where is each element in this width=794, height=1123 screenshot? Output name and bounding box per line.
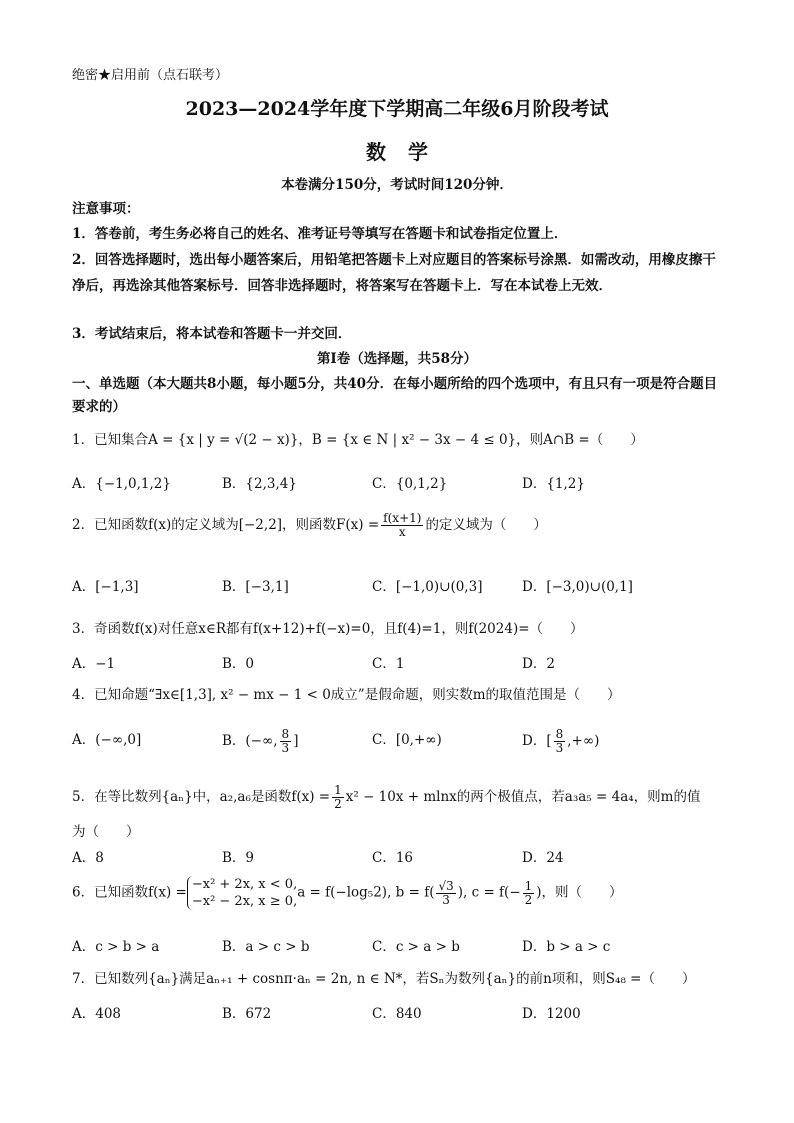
- q6-b-num: √3: [438, 878, 454, 893]
- q4-option-b: [222, 728, 372, 755]
- notice-item-2: 2．回答选择题时，选出每小题答案后，用铅笔把答题卡上对应题目的答案标号涂黑．如需改动，用橡皮擦干净后，再选涂其他答案标号．回答非选择题时，将答案写在答题卡上．写在本试卷上无效．: [72, 252, 716, 294]
- q4-option-d: [522, 728, 672, 755]
- q5-option-d: D．24: [522, 850, 564, 866]
- question-7: 7．已知数列{aₙ}满足aₙ₊₁ + cosnπ·aₙ = 2n, n ∈ N*，若Sₙ为数列{aₙ}的前n项和，则S₄₈ =（ ）: [72, 971, 696, 987]
- q1-option-b: B．{2,3,4}: [222, 476, 297, 492]
- question-1: [72, 428, 644, 448]
- q6-c-num: 1: [524, 878, 533, 893]
- notice-item-3: 3．考试结束后，将本试卷和答题卡一并交回．: [72, 326, 352, 342]
- q3-options: [72, 652, 732, 672]
- q7-option-c: C．840: [372, 1006, 422, 1022]
- q1-option-a: A．{−1,0,1,2}: [72, 476, 171, 492]
- q7-option-a: A．408: [72, 1006, 122, 1022]
- q1-suffix: ，则A∩B =（ ）: [516, 432, 644, 448]
- question-4: 4．已知命题“∃x∈[1,3], x² − mx − 1 < 0成立”是假命题，则实数m的取值范围是（ ）: [72, 687, 621, 703]
- q6-c-frac: [523, 880, 535, 907]
- q2-option-c: C．[−1,0)∪(0,3]: [372, 579, 483, 595]
- q4-option-c: C．[0,+∞): [372, 732, 442, 748]
- q2-option-a: A．[−1,3]: [72, 579, 139, 595]
- q4-b-pre: B．(−∞,: [222, 733, 278, 749]
- q6-option-c: C．c > a > b: [372, 939, 460, 955]
- question-3: 3．奇函数f(x)对任意x∈R都有f(x+12)+f(−x)=0，且f(4)=1，则f(2024)=（ ）: [72, 621, 584, 637]
- q6-case-2: −x² − 2x, x ≥ 0,: [191, 894, 298, 909]
- q2-option-b: B．[−3,1]: [222, 579, 289, 595]
- question-2: [72, 512, 547, 539]
- q5-line2: 为（ ）: [72, 824, 140, 840]
- part-title: 第Ⅰ卷（选择题，共58分）: [316, 351, 478, 367]
- q5-frac-den: 2: [334, 797, 342, 811]
- q5-option-b: B．9: [222, 850, 255, 866]
- q6-mid: a = f(−log₅2), b = f(: [297, 884, 435, 901]
- q3-option-a: A．−1: [72, 656, 116, 672]
- subject-title: 数学: [366, 140, 450, 164]
- q2-option-d: D．[−3,0)∪(0,1]: [522, 579, 633, 595]
- q4-d-post: ,+∞): [567, 733, 600, 749]
- score-info: 本卷满分150分，考试时间120分钟．: [281, 177, 513, 193]
- q1-prefix: 1．已知集合: [72, 432, 149, 448]
- q5-options: [72, 846, 732, 866]
- q4-options: [72, 728, 732, 755]
- q6-mid2: ), c = f(−: [457, 884, 521, 901]
- q7-option-d: D．1200: [522, 1006, 581, 1022]
- q2-options: [72, 575, 732, 595]
- notice-item-1: 1．答卷前，考生务必将自己的姓名、准考证号等填写在答题卡和试卷指定位置上．: [72, 226, 568, 242]
- q5-prefix: 5．在等比数列{aₙ}中，a₂,a₆是函数f(x) =: [72, 789, 331, 805]
- q5-option-a: A．8: [72, 850, 104, 866]
- q4-b-frac: [280, 728, 292, 755]
- question-6: [72, 876, 623, 910]
- q6-option-a: A．c > b > a: [72, 939, 160, 955]
- q4-b-den: 3: [281, 741, 290, 755]
- q3-option-c: C．1: [372, 656, 405, 672]
- q1-option-c: C．{0,1,2}: [372, 476, 448, 492]
- q5-frac-num: 1: [334, 783, 342, 797]
- secret-label: 绝密★启用前（点石联考）: [72, 68, 229, 83]
- q4-b-post: ]: [293, 733, 299, 749]
- q4-option-a: A．(−∞,0]: [72, 732, 142, 748]
- q2-frac-num: f(x+1): [383, 511, 422, 525]
- q4-d-frac: [554, 728, 566, 755]
- q6-b-den: 3: [442, 892, 450, 907]
- q2-suffix: 的定义域为（ ）: [425, 517, 547, 533]
- q5-option-c: C．16: [372, 850, 414, 866]
- exam-title: 2023—2024学年度下学期高二年级6月阶段考试: [185, 98, 609, 120]
- q6-options: [72, 935, 732, 955]
- q1-options: [72, 472, 732, 492]
- q1-option-d: D．{1,2}: [522, 476, 585, 492]
- q6-prefix: 6．已知函数f(x) =: [72, 884, 187, 901]
- q4-d-pre: D．[: [522, 733, 552, 749]
- q6-suffix: )，则（ ）: [536, 884, 623, 901]
- q1-set-b: ，B = {x ∈ N | x² − 3x − 4 ≤ 0}: [298, 432, 517, 448]
- q6-b-frac: [436, 880, 455, 907]
- q3-option-b: B．0: [222, 656, 255, 672]
- q7-option-b: B．672: [222, 1006, 272, 1022]
- q5-fraction: [332, 784, 344, 811]
- q7-options: [72, 1002, 732, 1022]
- q4-b-num: 8: [281, 727, 290, 741]
- q1-set-a: A = {x | y = √(2 − x)}: [148, 432, 299, 448]
- section-title: 一、单选题（本大题共8小题，每小题5分，共40分．在每小题所给的四个选项中，有且只有一项是符合题目要求的）: [72, 376, 718, 415]
- q6-c-den: 2: [524, 892, 533, 907]
- question-5: [72, 784, 700, 811]
- q2-frac-den: x: [398, 525, 406, 539]
- notice-heading: 注意事项：: [72, 201, 140, 217]
- q2-fraction: [381, 512, 423, 539]
- q6-option-d: D．b > a > c: [522, 939, 611, 955]
- q6-piecewise: [187, 876, 297, 910]
- q4-d-den: 3: [555, 741, 564, 755]
- q5-suffix: x² − 10x + mlnx的两个极值点，若a₃a₅ = 4a₄，则m的值: [345, 789, 701, 805]
- q4-d-num: 8: [555, 727, 564, 741]
- q6-case-1: −x² + 2x, x < 0,: [191, 877, 298, 892]
- q2-prefix: 2．已知函数f(x)的定义域为[−2,2]，则函数F(x) =: [72, 517, 380, 533]
- q6-option-b: B．a > c > b: [222, 939, 310, 955]
- q3-option-d: D．2: [522, 656, 555, 672]
